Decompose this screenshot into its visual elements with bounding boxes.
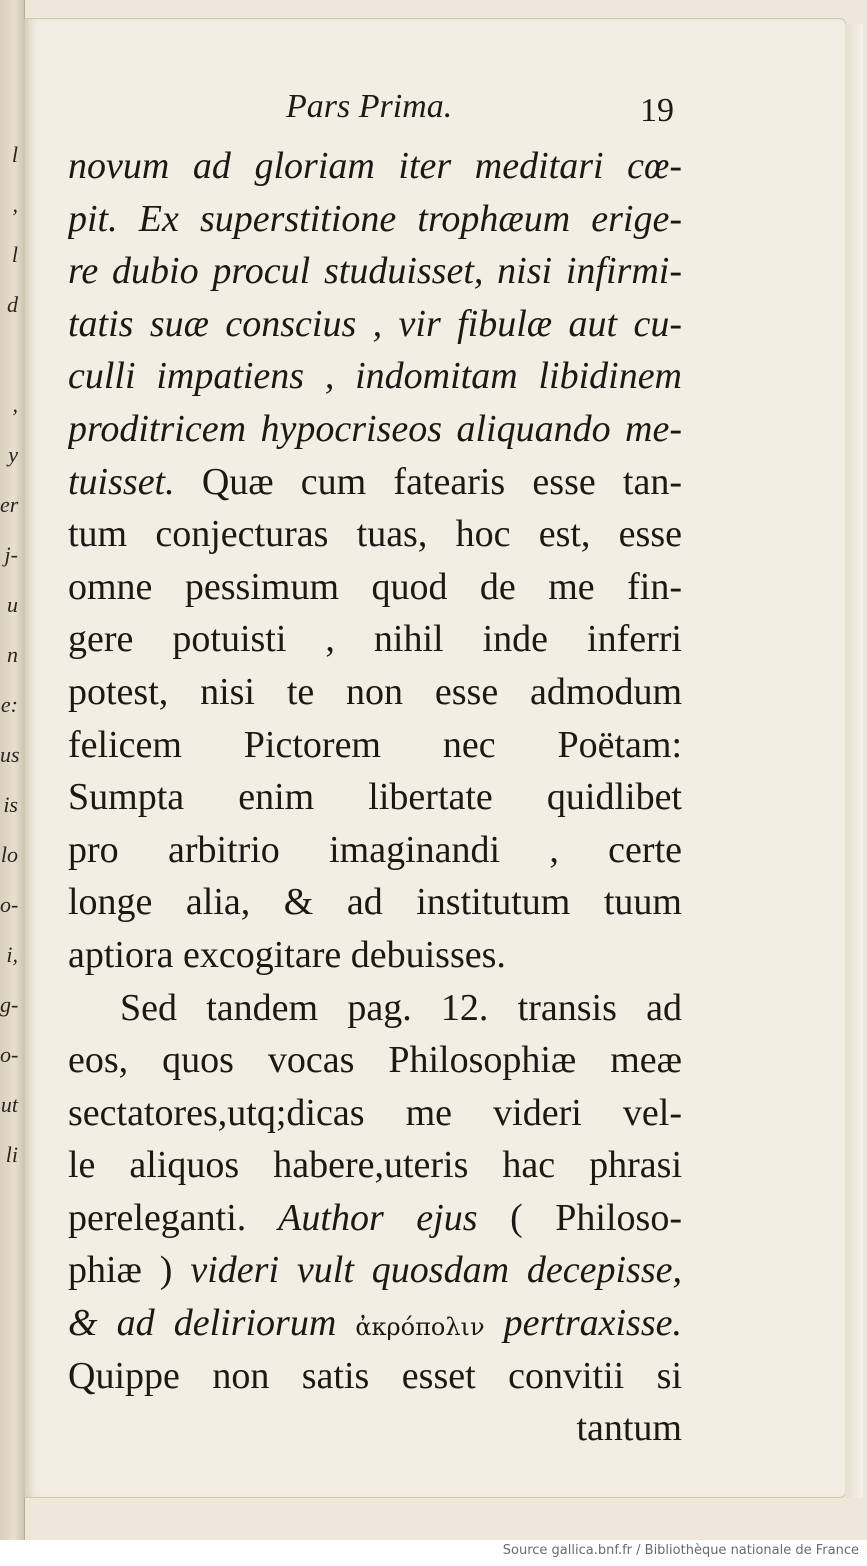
text-line: gere potuisti , nihil inde inferri: [68, 618, 682, 661]
text-line: omne pessimum quod de me fin-: [68, 565, 682, 608]
margin-fragment: ,: [12, 392, 18, 417]
page-number: 19: [640, 92, 674, 129]
text-line: tum conjecturas tuas, hoc est, esse: [68, 513, 682, 556]
margin-fragment: e:: [0, 692, 18, 717]
text-segment: pertraxisse.: [484, 1302, 682, 1345]
text-line: eos, quos vocas Philosophiæ meæ: [68, 1039, 682, 1082]
text-segment: Author ejus: [246, 1196, 478, 1239]
text-line: le aliquos habere,uteris hac phrasi: [68, 1144, 682, 1187]
text-line: pro arbitrio imaginandi , certe: [68, 828, 682, 871]
margin-fragment: u: [7, 592, 18, 617]
margin-fragment: l: [11, 242, 18, 267]
text-line: Quippe non satis esset convitii si: [68, 1354, 682, 1397]
text-line: sectatores,utq;dicas me videri vel-: [68, 1091, 682, 1134]
text-line: novum ad gloriam iter meditari cœ-: [68, 145, 682, 187]
margin-fragment: [0, 330, 20, 380]
text-line: aptiora excogitare debuisses.: [68, 933, 506, 976]
margin-fragment: us: [0, 742, 20, 767]
text-segment: Quæ cum fatearis esse tan-: [174, 460, 682, 503]
page-edge-shadow: [845, 24, 863, 1498]
source-footer: [0, 1540, 867, 1566]
previous-page-fragments: [0, 130, 20, 1180]
text-line: tantum: [576, 1407, 682, 1450]
margin-fragment: o-: [0, 1042, 19, 1067]
text-line: Sumpta enim libertate quidlibet: [68, 776, 682, 819]
text-line: Sed tandem pag. 12. transis ad: [120, 986, 682, 1029]
text-line: [68, 456, 682, 509]
margin-fragment: li: [5, 1142, 18, 1167]
margin-fragment: l: [11, 142, 18, 167]
text-segment: videri vult quosdam decepisse,: [172, 1249, 682, 1292]
page-header: [0, 0, 867, 140]
margin-fragment: ,: [12, 192, 18, 217]
text-line: potest, nisi te non esse admodum: [68, 670, 682, 713]
text-line: pit. Ex superstitione trophæum erige-: [68, 197, 682, 240]
body-text: [68, 140, 682, 1455]
text-line: longe alia, & ad institutum tuum: [68, 881, 682, 924]
text-segment: tuisset.: [68, 460, 175, 503]
text-segment: ( Philoso-: [477, 1196, 682, 1239]
text-line: tatis suæ conscius , vir fibulæ aut cu-: [68, 302, 682, 345]
source-credit: Source gallica.bnf.fr / Bibliothèque nationale de France: [502, 1543, 859, 1558]
text-line: proditricem hypocriseos aliquando me-: [68, 407, 682, 450]
margin-fragment: lo: [0, 842, 18, 867]
text-line: [68, 1297, 682, 1350]
margin-fragment: j-: [4, 542, 18, 567]
margin-fragment: y: [8, 442, 18, 467]
text-line: [68, 1244, 682, 1297]
margin-fragment: n: [7, 642, 18, 667]
text-line: re dubio procul studuisset, nisi infirmi-: [68, 250, 682, 293]
margin-fragment: er: [0, 492, 19, 517]
margin-fragment: i,: [6, 942, 18, 967]
text-segment: & ad deliriorum: [68, 1302, 356, 1345]
text-segment: ἀκρόπολιν: [355, 1313, 485, 1342]
margin-fragment: g-: [0, 992, 19, 1017]
margin-fragment: ut: [0, 1092, 18, 1117]
margin-fragment: is: [3, 792, 18, 817]
running-head: Pars Prima.: [286, 88, 453, 125]
text-line: felicem Pictorem nec Poëtam:: [68, 723, 682, 766]
margin-fragment: d: [7, 292, 18, 317]
text-segment: pereleganti.: [68, 1196, 247, 1239]
text-segment: phiæ ): [68, 1249, 173, 1292]
previous-page-edge: [0, 0, 25, 1540]
margin-fragment: o-: [0, 892, 19, 917]
text-line: culli impatiens , indomitam libidinem: [68, 355, 682, 398]
text-line: [68, 1192, 682, 1245]
